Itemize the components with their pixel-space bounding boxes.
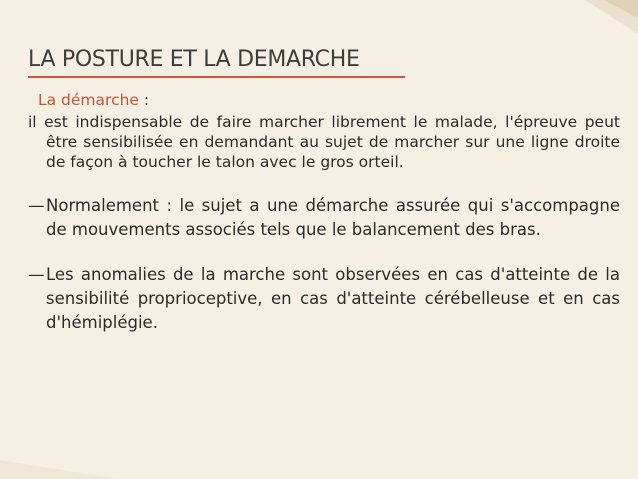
section-heading-colon: : xyxy=(138,91,150,109)
paragraph-text: il est indispensable de faire marcher librement le malade, l'épreuve peut être sensibilisée en demandant au sujet de marcher sur une ligne droite de façon à toucher le talon avec le gros orteil. xyxy=(28,113,620,171)
section-heading-label: La démarche xyxy=(38,91,139,109)
dash-bullet-icon: — xyxy=(28,196,45,215)
paragraph-walking-test xyxy=(28,112,620,172)
title-underline xyxy=(28,76,405,78)
bullet-text: Les anomalies de la marche sont observées en cas d'atteinte de la sensibilité proprioceptive, en cas d'atteinte cérébelleuse et en cas d'hémiplégie. xyxy=(46,265,620,332)
dash-bullet-icon: — xyxy=(28,265,45,284)
bullet-item-normal-gait xyxy=(28,194,620,242)
slide-title: LA POSTURE ET LA DEMARCHE xyxy=(28,47,360,72)
slide-body xyxy=(28,90,620,335)
bullet-item-gait-anomalies xyxy=(28,263,620,335)
section-heading xyxy=(28,90,620,110)
bullet-text: Normalement : le sujet a une démarche assurée qui s'accompagne de mouvements associés tels que le balancement des bras. xyxy=(46,196,620,239)
